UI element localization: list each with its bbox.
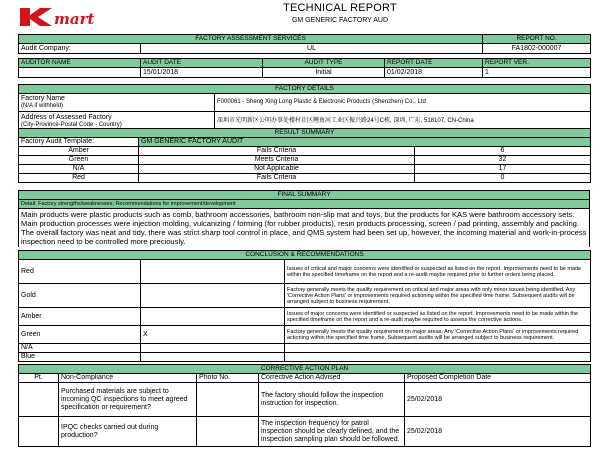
result-criteria: Not Applicable xyxy=(139,165,415,174)
factory-name-label: Factory Name xyxy=(21,95,65,103)
result-rating: Amber xyxy=(19,147,139,156)
corrective-action-table xyxy=(18,364,591,447)
result-summary-table xyxy=(18,128,591,183)
result-count: 17 xyxy=(415,165,591,174)
cap-action: The factory should follow the inspection instruction for inspection. xyxy=(259,383,405,417)
factory-address-sublabel: (City-Province-Postal Code - Country) xyxy=(21,122,122,129)
cap-photo xyxy=(197,417,259,447)
result-count: 0 xyxy=(415,174,591,183)
cap-date: 25/02/2018 xyxy=(405,383,591,417)
cap-col-date: Proposed Completion Date xyxy=(405,374,591,383)
section-title-conclusion: CONCLUSION & RECOMMENDATIONS xyxy=(19,251,591,260)
result-rating: N/A xyxy=(19,165,139,174)
report-date-label: REPORT DATE xyxy=(385,59,483,68)
cap-col-noncompliance: Non-Compliance xyxy=(59,374,197,383)
final-summary-table xyxy=(18,190,590,247)
conclusion-text: Factory generally meets the quality requirement on major areas. Any 'Corrective Action Plans' or improvements required actioning within the specified time frame. Subsequent audits will be arranged subject to business requirement. xyxy=(285,326,591,344)
section-title-cap: CORRECTIVE ACTION PLAN xyxy=(19,365,591,374)
cap-col-action: Corrective Action Advised xyxy=(259,374,405,383)
conclusion-mark xyxy=(141,344,285,353)
report-no-label: REPORT NO. xyxy=(483,35,591,44)
kmart-logo xyxy=(18,6,118,28)
conclusion-mark-selected: X xyxy=(141,326,285,344)
cap-col-pt: Pt. xyxy=(19,374,59,383)
cap-action: The inspection frequency for patrol inspection should be clearly defined, and the inspection sampling plan should be followed. xyxy=(259,417,405,447)
cap-pt xyxy=(19,417,59,447)
report-date-value: 01/02/2018 xyxy=(385,68,483,78)
report-ver-value: 1 xyxy=(483,68,591,78)
result-criteria: Meets Criteria xyxy=(139,156,415,165)
final-summary-detail: Detail: Factory strengths/weaknesses; Recommendations for improvement/development xyxy=(19,200,590,209)
template-value: GM GENERIC FACTORY AUDIT xyxy=(139,138,591,147)
audit-type-label: AUDIT TYPE xyxy=(263,59,385,68)
factory-name-sublabel: (N/A if withheld) xyxy=(21,103,64,110)
template-label: Factory Audit Template: xyxy=(19,138,139,147)
result-criteria: Fails Criteria xyxy=(139,174,415,183)
section-title-result: RESULT SUMMARY xyxy=(19,129,591,138)
report-title: TECHNICAL REPORT xyxy=(283,2,397,14)
audit-info-table xyxy=(18,34,591,78)
conclusion-text: Issues of critical and major concerns were identified or suspected as listed on the report. Improvements need to be made within the specified timeframe on the report and a re-audit maybe required prior to further orders being placed. xyxy=(285,260,591,284)
conclusion-text xyxy=(285,344,591,353)
conclusion-text xyxy=(285,353,591,362)
audit-type-value: Initial xyxy=(263,68,385,78)
factory-address-value: 深圳市光明新区公明办事处楼村社区鲤鱼河工业区振兴路24号C栋, 深圳, 广东, 518107, CN-China xyxy=(215,112,591,132)
factory-address-label: Address of Assessed Factory xyxy=(21,114,112,122)
conclusion-mark xyxy=(141,260,285,284)
result-count: 32 xyxy=(415,156,591,165)
report-no-value: FA1802-000007 xyxy=(483,44,591,54)
cap-col-photo: Photo No. xyxy=(197,374,259,383)
result-rating: Green xyxy=(19,156,139,165)
cap-photo xyxy=(197,383,259,417)
conclusion-rating: Green xyxy=(19,326,141,344)
conclusion-rating: Amber xyxy=(19,308,141,326)
section-title-assessment: FACTORY ASSESSMENT SERVICES xyxy=(19,35,483,44)
conclusion-rating: Gold xyxy=(19,284,141,308)
report-ver-label: REPORT VER. xyxy=(483,59,591,68)
factory-name-value: F000061 - Sheng Xing Long Plastic & Electronic Products (Shenzhen) Co., Ltd xyxy=(215,94,591,112)
svg-text:mart: mart xyxy=(54,10,95,28)
cap-pt xyxy=(19,383,59,417)
auditor-name-value xyxy=(19,68,141,78)
section-title-factory: FACTORY DETAILS xyxy=(19,85,591,94)
conclusion-mark xyxy=(141,308,285,326)
conclusion-text: Factory generally meets the quality requirement on critical and major areas with only minor issues being identified. Any 'Corrective Action Plans' or improvements required actioning within the specified time frame. Subsequent audits will be arranged subject to business requirement. xyxy=(285,284,591,308)
audit-company-value: UL xyxy=(141,44,483,54)
audit-company-label: Audit Company: xyxy=(19,44,141,54)
conclusion-text: Issues of major concerns were identified or suspected as listed on the report. Improvements need to be made within the specified timeframe on the report and a re-audit maybe required to assess the corrective actions. xyxy=(285,308,591,326)
factory-name-label-cell xyxy=(19,94,215,112)
conclusion-table xyxy=(18,250,591,362)
factory-details-table xyxy=(18,84,591,132)
result-count: 6 xyxy=(415,147,591,156)
audit-date-value: 15/01/2018 xyxy=(141,68,263,78)
cap-date: 25/02/2018 xyxy=(405,417,591,447)
cap-noncompliance: IPQC checks carried out during production? xyxy=(59,417,197,447)
audit-date-label: AUDIT DATE xyxy=(141,59,263,68)
auditor-name-label: AUDITOR NAME xyxy=(19,59,141,68)
result-rating: Red xyxy=(19,174,139,183)
cap-noncompliance: Purchased materials are subject to incoming QC inspections to meet agreed specification or requirement? xyxy=(59,383,197,417)
section-title-final: FINAL SUMMARY xyxy=(19,191,590,200)
conclusion-rating: Blue xyxy=(19,353,141,362)
result-criteria: Fails Criteria xyxy=(139,147,415,156)
conclusion-mark xyxy=(141,353,285,362)
conclusion-rating: N/A xyxy=(19,344,141,353)
conclusion-mark xyxy=(141,284,285,308)
report-subtitle: GM GENERIC FACTORY AUD xyxy=(291,17,389,24)
conclusion-rating: Red xyxy=(19,260,141,284)
final-summary-text: Main products were plastic products such as comb, bathroom accessories, bathroom non-slip mat and toys, but the products for KAS were bathroom accessory sets. Main production processes were injection molding, vulcanizing / forming (for rubber products), resin products processing, screen / pad printing, assembly and packing. The overall factory was neat and tidy, there was strict sharp tool control in place, and QMS system had been set up, however, the incoming material and work-in-process inspection need to be controlled more preciously. xyxy=(19,209,590,248)
